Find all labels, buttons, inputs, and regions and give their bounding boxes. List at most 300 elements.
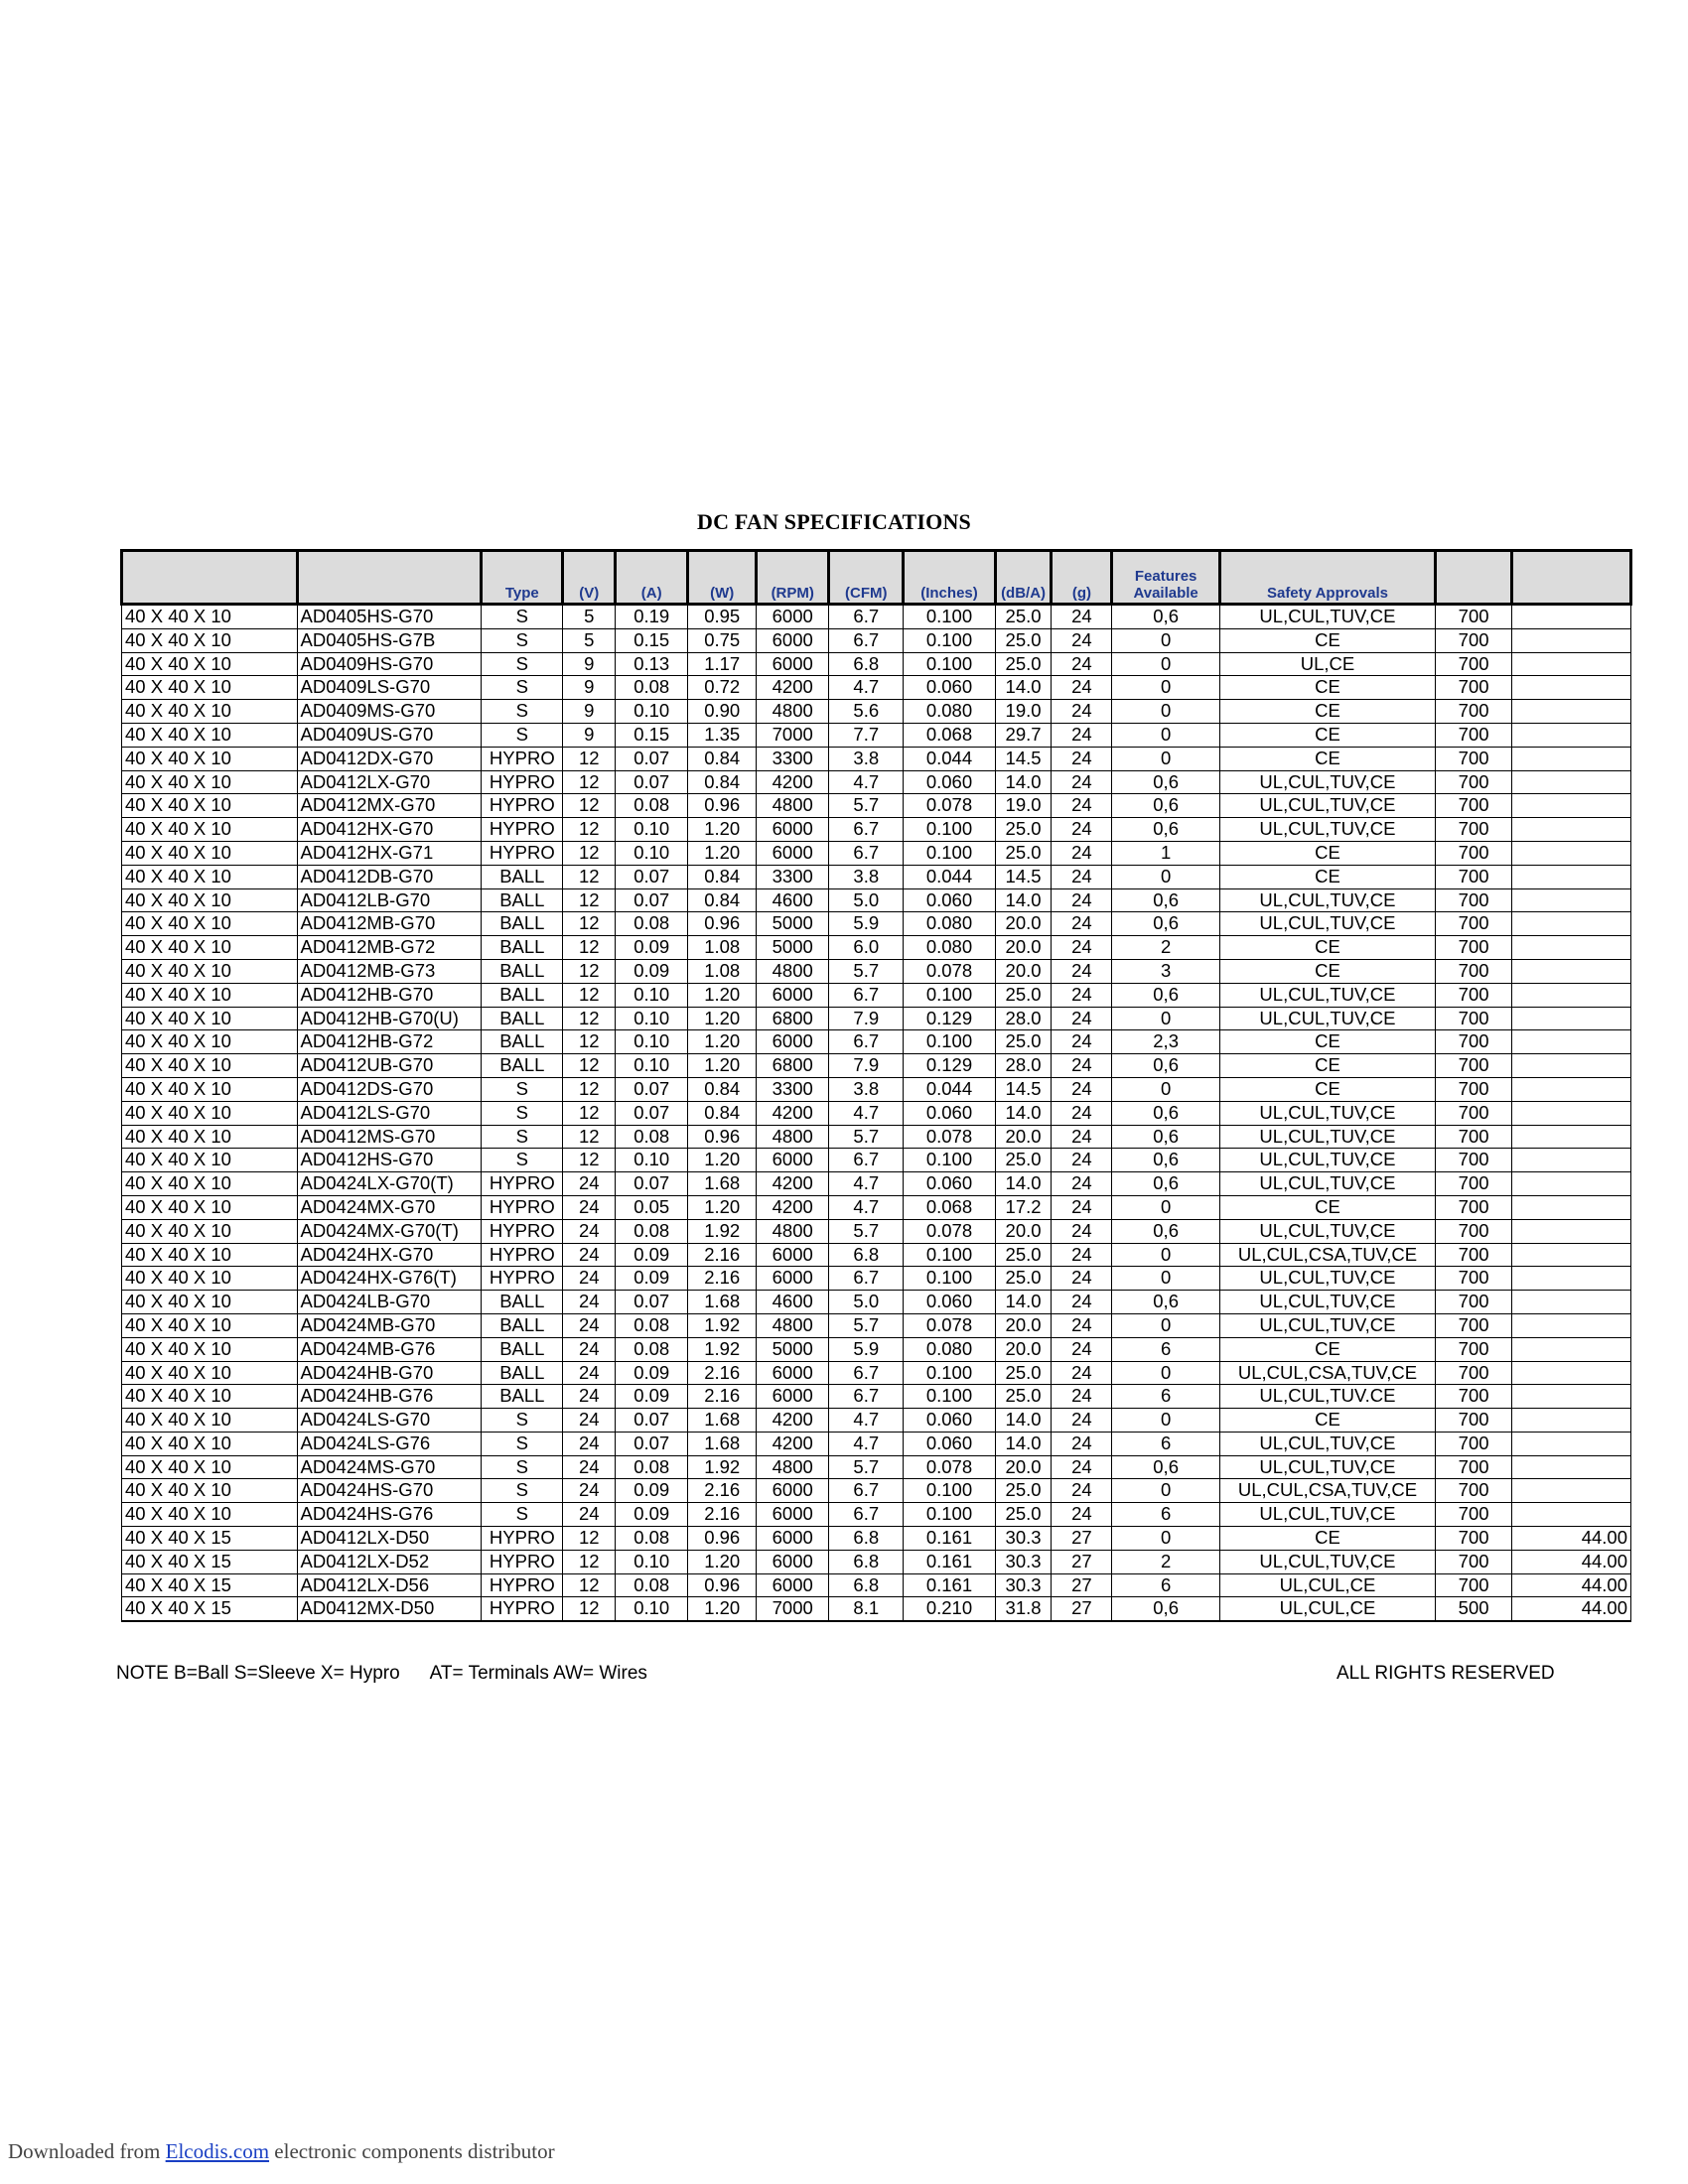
table-row [122, 1479, 1631, 1503]
cell-cfm: 4.7 [829, 770, 904, 794]
table-row [122, 1125, 1631, 1149]
cell-pressure: 0.080 [904, 1337, 995, 1361]
cell-size: 40 X 40 X 10 [122, 888, 298, 912]
table-row [122, 1219, 1631, 1243]
table-row [122, 1432, 1631, 1455]
cell-amps: 0.05 [616, 1195, 688, 1219]
table-row [122, 628, 1631, 652]
cell-type: S [482, 723, 563, 747]
cell-type: HYPRO [482, 1597, 563, 1621]
cell-features: 0 [1112, 1077, 1220, 1101]
cell-noise: 14.5 [995, 865, 1052, 888]
cell-features: 2 [1112, 936, 1220, 960]
cell-weight: 24 [1052, 865, 1112, 888]
cell-amps: 0.09 [616, 1267, 688, 1291]
cell-type: S [482, 605, 563, 629]
cell-weight: 24 [1052, 1455, 1112, 1479]
cell-amps: 0.08 [616, 1337, 688, 1361]
cell-price [1512, 794, 1631, 818]
cell-model: AD0405HS-G70 [297, 605, 482, 629]
table-row [122, 1243, 1631, 1267]
cell-weight: 24 [1052, 1291, 1112, 1314]
cell-features: 0,6 [1112, 1054, 1220, 1078]
cell-rpm: 4800 [757, 1125, 829, 1149]
cell-pressure: 0.078 [904, 1313, 995, 1337]
cell-qty: 700 [1436, 912, 1512, 936]
cell-model: AD0412LX-D50 [297, 1527, 482, 1551]
cell-features: 0 [1112, 676, 1220, 700]
cell-volts: 12 [563, 1149, 616, 1172]
cell-pressure: 0.100 [904, 1385, 995, 1409]
cell-cfm: 6.8 [829, 1243, 904, 1267]
cell-pressure: 0.044 [904, 865, 995, 888]
cell-type: S [482, 1101, 563, 1125]
cell-size: 40 X 40 X 10 [122, 1030, 298, 1054]
cell-price [1512, 865, 1631, 888]
cell-safety: UL,CUL,TUV,CE [1219, 1219, 1435, 1243]
cell-type: BALL [482, 1291, 563, 1314]
cell-size: 40 X 40 X 10 [122, 1101, 298, 1125]
cell-size: 40 X 40 X 10 [122, 1385, 298, 1409]
cell-watts: 1.17 [688, 652, 757, 676]
cell-size: 40 X 40 X 15 [122, 1527, 298, 1551]
cell-rpm: 7000 [757, 723, 829, 747]
elcodis-link[interactable]: Elcodis.com [165, 2139, 270, 2163]
table-row [122, 794, 1631, 818]
cell-safety: UL,CUL,TUV,CE [1219, 1313, 1435, 1337]
cell-pressure: 0.060 [904, 1172, 995, 1196]
cell-volts: 9 [563, 652, 616, 676]
cell-size: 40 X 40 X 10 [122, 1149, 298, 1172]
cell-model: AD0424LB-G70 [297, 1291, 482, 1314]
cell-price [1512, 700, 1631, 724]
table-row [122, 1573, 1631, 1597]
cell-qty: 700 [1436, 1077, 1512, 1101]
cell-size: 40 X 40 X 10 [122, 1479, 298, 1503]
cell-weight: 24 [1052, 1125, 1112, 1149]
cell-model: AD0412MB-G72 [297, 936, 482, 960]
cell-safety: UL,CUL,TUV,CE [1219, 888, 1435, 912]
cell-price [1512, 676, 1631, 700]
cell-qty: 700 [1436, 1527, 1512, 1551]
cell-type: BALL [482, 1361, 563, 1385]
cell-watts: 1.20 [688, 1195, 757, 1219]
cell-rpm: 6000 [757, 1149, 829, 1172]
cell-qty: 700 [1436, 1385, 1512, 1409]
cell-features: 0,6 [1112, 605, 1220, 629]
cell-noise: 25.0 [995, 1149, 1052, 1172]
cell-pressure: 0.100 [904, 1243, 995, 1267]
cell-volts: 12 [563, 1597, 616, 1621]
cell-rpm: 6800 [757, 1007, 829, 1030]
cell-features: 6 [1112, 1385, 1220, 1409]
cell-noise: 29.7 [995, 723, 1052, 747]
cell-qty: 700 [1436, 676, 1512, 700]
cell-watts: 1.20 [688, 1030, 757, 1054]
cell-qty: 700 [1436, 1573, 1512, 1597]
cell-volts: 24 [563, 1243, 616, 1267]
cell-model: AD0412LS-G70 [297, 1101, 482, 1125]
cell-size: 40 X 40 X 10 [122, 1503, 298, 1527]
cell-qty: 700 [1436, 1337, 1512, 1361]
cell-safety: UL,CUL,CSA,TUV,CE [1219, 1479, 1435, 1503]
download-footer [8, 2139, 555, 2164]
cell-qty: 700 [1436, 1361, 1512, 1385]
cell-size: 40 X 40 X 10 [122, 770, 298, 794]
cell-cfm: 5.9 [829, 912, 904, 936]
cell-safety: UL,CUL,TUV,CE [1219, 1432, 1435, 1455]
cell-size: 40 X 40 X 10 [122, 1361, 298, 1385]
cell-cfm: 6.8 [829, 652, 904, 676]
cell-cfm: 6.8 [829, 1527, 904, 1551]
cell-safety: CE [1219, 865, 1435, 888]
cell-watts: 0.84 [688, 888, 757, 912]
cell-amps: 0.15 [616, 628, 688, 652]
cell-type: HYPRO [482, 1267, 563, 1291]
cell-weight: 27 [1052, 1527, 1112, 1551]
cell-pressure: 0.129 [904, 1007, 995, 1030]
cell-watts: 0.96 [688, 1527, 757, 1551]
cell-watts: 1.68 [688, 1409, 757, 1433]
cell-rpm: 5000 [757, 1337, 829, 1361]
cell-weight: 24 [1052, 700, 1112, 724]
cell-volts: 24 [563, 1313, 616, 1337]
cell-safety: CE [1219, 959, 1435, 983]
cell-weight: 24 [1052, 605, 1112, 629]
cell-type: HYPRO [482, 818, 563, 842]
note-terminals-text: AT= Terminals AW= Wires [429, 1663, 647, 1684]
cell-weight: 24 [1052, 723, 1112, 747]
cell-noise: 25.0 [995, 1479, 1052, 1503]
cell-watts: 1.20 [688, 1054, 757, 1078]
cell-rpm: 5000 [757, 936, 829, 960]
cell-price [1512, 770, 1631, 794]
cell-type: HYPRO [482, 1550, 563, 1573]
cell-noise: 25.0 [995, 818, 1052, 842]
cell-pressure: 0.044 [904, 747, 995, 770]
cell-cfm: 6.7 [829, 628, 904, 652]
cell-price [1512, 959, 1631, 983]
cell-noise: 14.0 [995, 888, 1052, 912]
cell-amps: 0.09 [616, 1479, 688, 1503]
cell-noise: 25.0 [995, 983, 1052, 1007]
cell-weight: 24 [1052, 1361, 1112, 1385]
cell-qty: 700 [1436, 1149, 1512, 1172]
cell-type: S [482, 676, 563, 700]
table-row [122, 1030, 1631, 1054]
cell-safety: CE [1219, 936, 1435, 960]
cell-model: AD0412LX-D56 [297, 1573, 482, 1597]
cell-qty: 700 [1436, 1219, 1512, 1243]
cell-rpm: 6000 [757, 1550, 829, 1573]
cell-qty: 700 [1436, 1054, 1512, 1078]
cell-noise: 20.0 [995, 912, 1052, 936]
cell-rpm: 6000 [757, 628, 829, 652]
cell-amps: 0.07 [616, 888, 688, 912]
cell-price [1512, 1479, 1631, 1503]
cell-price [1512, 1313, 1631, 1337]
cell-volts: 12 [563, 1077, 616, 1101]
cell-price [1512, 936, 1631, 960]
cell-volts: 12 [563, 983, 616, 1007]
cell-volts: 24 [563, 1432, 616, 1455]
cell-cfm: 5.7 [829, 1125, 904, 1149]
cell-noise: 19.0 [995, 794, 1052, 818]
cell-model: AD0424MB-G70 [297, 1313, 482, 1337]
cell-model: AD0424HX-G70 [297, 1243, 482, 1267]
cell-watts: 0.84 [688, 747, 757, 770]
cell-safety: UL,CUL,TUV,CE [1219, 818, 1435, 842]
cell-cfm: 4.7 [829, 1195, 904, 1219]
cell-weight: 24 [1052, 1219, 1112, 1243]
cell-price [1512, 652, 1631, 676]
cell-model: AD0412HX-G70 [297, 818, 482, 842]
cell-qty: 700 [1436, 983, 1512, 1007]
cell-safety: CE [1219, 1077, 1435, 1101]
cell-price [1512, 1149, 1631, 1172]
cell-model: AD0412HB-G72 [297, 1030, 482, 1054]
cell-noise: 25.0 [995, 1243, 1052, 1267]
cell-price: 44.00 [1512, 1573, 1631, 1597]
cell-size: 40 X 40 X 10 [122, 1219, 298, 1243]
cell-price [1512, 1030, 1631, 1054]
cell-amps: 0.10 [616, 818, 688, 842]
cell-type: HYPRO [482, 1219, 563, 1243]
header-model [297, 551, 482, 605]
cell-noise: 17.2 [995, 1195, 1052, 1219]
cell-pressure: 0.161 [904, 1573, 995, 1597]
cell-price [1512, 912, 1631, 936]
cell-features: 0,6 [1112, 888, 1220, 912]
cell-type: BALL [482, 912, 563, 936]
cell-features: 0 [1112, 1007, 1220, 1030]
cell-rpm: 6000 [757, 1527, 829, 1551]
cell-model: AD0412LX-G70 [297, 770, 482, 794]
cell-amps: 0.07 [616, 747, 688, 770]
table-row [122, 1077, 1631, 1101]
cell-price [1512, 983, 1631, 1007]
cell-type: S [482, 1125, 563, 1149]
cell-watts: 0.84 [688, 1101, 757, 1125]
cell-weight: 24 [1052, 1479, 1112, 1503]
header-noise: (dB/A) [995, 551, 1052, 605]
note-legend [116, 1663, 647, 1685]
cell-size: 40 X 40 X 10 [122, 1054, 298, 1078]
cell-safety: CE [1219, 1030, 1435, 1054]
cell-cfm: 6.0 [829, 936, 904, 960]
cell-noise: 28.0 [995, 1007, 1052, 1030]
cell-qty: 700 [1436, 1007, 1512, 1030]
cell-price: 44.00 [1512, 1550, 1631, 1573]
cell-weight: 24 [1052, 1007, 1112, 1030]
cell-type: BALL [482, 888, 563, 912]
cell-safety: CE [1219, 628, 1435, 652]
cell-safety: CE [1219, 700, 1435, 724]
cell-weight: 24 [1052, 936, 1112, 960]
cell-price [1512, 723, 1631, 747]
cell-size: 40 X 40 X 10 [122, 1195, 298, 1219]
cell-watts: 1.68 [688, 1172, 757, 1196]
cell-weight: 24 [1052, 1077, 1112, 1101]
cell-watts: 1.68 [688, 1291, 757, 1314]
cell-weight: 24 [1052, 1503, 1112, 1527]
cell-weight: 24 [1052, 1385, 1112, 1409]
cell-rpm: 4800 [757, 794, 829, 818]
cell-rpm: 3300 [757, 865, 829, 888]
header-safety: Safety Approvals [1219, 551, 1435, 605]
cell-qty: 700 [1436, 1455, 1512, 1479]
cell-safety: UL,CUL,TUV,CE [1219, 1101, 1435, 1125]
cell-pressure: 0.100 [904, 983, 995, 1007]
cell-model: AD0412MB-G70 [297, 912, 482, 936]
cell-model: AD0412DS-G70 [297, 1077, 482, 1101]
cell-weight: 24 [1052, 1409, 1112, 1433]
cell-price [1512, 1243, 1631, 1267]
cell-model: AD0412MB-G73 [297, 959, 482, 983]
cell-pressure: 0.060 [904, 1291, 995, 1314]
cell-features: 0,6 [1112, 912, 1220, 936]
cell-rpm: 6000 [757, 1573, 829, 1597]
cell-qty: 700 [1436, 1550, 1512, 1573]
table-header-row [122, 551, 1631, 605]
cell-cfm: 8.1 [829, 1597, 904, 1621]
cell-safety: UL,CUL,CSA,TUV,CE [1219, 1243, 1435, 1267]
cell-cfm: 6.7 [829, 983, 904, 1007]
cell-safety: UL,CUL,CE [1219, 1597, 1435, 1621]
cell-weight: 24 [1052, 676, 1112, 700]
cell-safety: UL,CUL,TUV,CE [1219, 1455, 1435, 1479]
cell-amps: 0.07 [616, 1432, 688, 1455]
cell-size: 40 X 40 X 10 [122, 605, 298, 629]
cell-size: 40 X 40 X 10 [122, 1409, 298, 1433]
cell-features: 2 [1112, 1550, 1220, 1573]
cell-watts: 1.20 [688, 841, 757, 865]
cell-size: 40 X 40 X 10 [122, 1172, 298, 1196]
cell-volts: 12 [563, 841, 616, 865]
cell-qty: 700 [1436, 1503, 1512, 1527]
cell-model: AD0412LX-D52 [297, 1550, 482, 1573]
cell-amps: 0.10 [616, 1054, 688, 1078]
cell-type: BALL [482, 1007, 563, 1030]
cell-amps: 0.08 [616, 1455, 688, 1479]
cell-rpm: 4800 [757, 1313, 829, 1337]
cell-noise: 20.0 [995, 1219, 1052, 1243]
cell-model: AD0424MX-G70 [297, 1195, 482, 1219]
cell-rpm: 4200 [757, 1409, 829, 1433]
cell-rpm: 4800 [757, 700, 829, 724]
cell-rpm: 4600 [757, 888, 829, 912]
cell-price [1512, 605, 1631, 629]
table-row [122, 1527, 1631, 1551]
cell-watts: 0.96 [688, 1573, 757, 1597]
cell-qty: 700 [1436, 841, 1512, 865]
cell-model: AD0424MX-G70(T) [297, 1219, 482, 1243]
cell-cfm: 6.7 [829, 605, 904, 629]
cell-features: 0,6 [1112, 1219, 1220, 1243]
cell-watts: 0.96 [688, 1125, 757, 1149]
table-row [122, 912, 1631, 936]
cell-safety: UL,CUL,TUV,CE [1219, 794, 1435, 818]
cell-pressure: 0.100 [904, 1479, 995, 1503]
cell-type: HYPRO [482, 1573, 563, 1597]
cell-price [1512, 1409, 1631, 1433]
cell-volts: 12 [563, 1573, 616, 1597]
table-row [122, 1409, 1631, 1433]
cell-cfm: 4.7 [829, 1172, 904, 1196]
cell-weight: 24 [1052, 912, 1112, 936]
cell-rpm: 4600 [757, 1291, 829, 1314]
cell-type: S [482, 700, 563, 724]
cell-features: 0,6 [1112, 983, 1220, 1007]
cell-weight: 24 [1052, 652, 1112, 676]
cell-volts: 24 [563, 1479, 616, 1503]
cell-features: 6 [1112, 1503, 1220, 1527]
cell-noise: 20.0 [995, 936, 1052, 960]
cell-price [1512, 747, 1631, 770]
cell-cfm: 5.0 [829, 888, 904, 912]
cell-price [1512, 1385, 1631, 1409]
cell-model: AD0424HB-G76 [297, 1385, 482, 1409]
cell-safety: CE [1219, 1337, 1435, 1361]
cell-volts: 24 [563, 1385, 616, 1409]
cell-size: 40 X 40 X 10 [122, 959, 298, 983]
cell-amps: 0.08 [616, 1313, 688, 1337]
footer-suffix: electronic components distributor [269, 2139, 555, 2163]
cell-watts: 2.16 [688, 1385, 757, 1409]
cell-cfm: 6.7 [829, 1149, 904, 1172]
cell-size: 40 X 40 X 10 [122, 1267, 298, 1291]
cell-rpm: 6800 [757, 1054, 829, 1078]
cell-cfm: 5.6 [829, 700, 904, 724]
cell-features: 0 [1112, 652, 1220, 676]
cell-rpm: 7000 [757, 1597, 829, 1621]
cell-size: 40 X 40 X 10 [122, 652, 298, 676]
cell-model: AD0424MB-G76 [297, 1337, 482, 1361]
cell-amps: 0.08 [616, 1219, 688, 1243]
cell-size: 40 X 40 X 10 [122, 1291, 298, 1314]
cell-type: S [482, 1503, 563, 1527]
cell-weight: 24 [1052, 1172, 1112, 1196]
cell-volts: 12 [563, 1125, 616, 1149]
cell-pressure: 0.080 [904, 936, 995, 960]
cell-pressure: 0.100 [904, 1503, 995, 1527]
cell-noise: 14.0 [995, 1291, 1052, 1314]
table-row [122, 841, 1631, 865]
cell-size: 40 X 40 X 10 [122, 794, 298, 818]
cell-amps: 0.10 [616, 841, 688, 865]
cell-type: BALL [482, 959, 563, 983]
cell-features: 0 [1112, 1195, 1220, 1219]
cell-cfm: 5.7 [829, 959, 904, 983]
cell-amps: 0.19 [616, 605, 688, 629]
cell-rpm: 6000 [757, 1503, 829, 1527]
cell-weight: 27 [1052, 1573, 1112, 1597]
cell-cfm: 3.8 [829, 747, 904, 770]
cell-rpm: 6000 [757, 841, 829, 865]
cell-rpm: 4200 [757, 676, 829, 700]
cell-volts: 12 [563, 1054, 616, 1078]
cell-pressure: 0.060 [904, 1432, 995, 1455]
cell-model: AD0424LS-G70 [297, 1409, 482, 1433]
table-row [122, 676, 1631, 700]
cell-cfm: 3.8 [829, 865, 904, 888]
cell-amps: 0.13 [616, 652, 688, 676]
cell-weight: 24 [1052, 1432, 1112, 1455]
cell-qty: 700 [1436, 605, 1512, 629]
table-row [122, 1313, 1631, 1337]
cell-watts: 1.20 [688, 1149, 757, 1172]
cell-weight: 24 [1052, 959, 1112, 983]
